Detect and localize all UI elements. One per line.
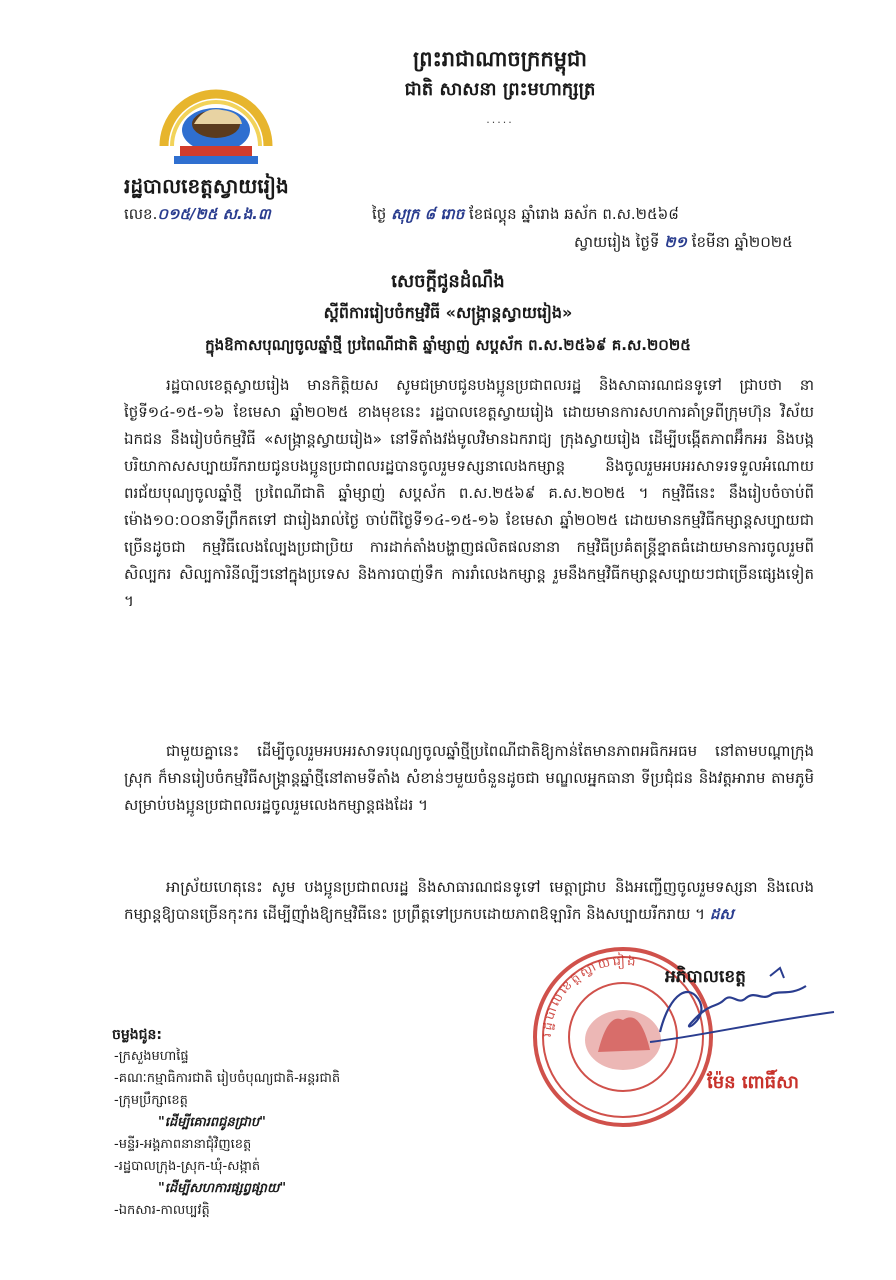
cc-item: -រដ្ឋបាលក្រុង-ស្រុក-ឃុំ-សង្កាត់: [114, 1159, 261, 1174]
lunar-date: [372, 202, 679, 226]
reference-number-value: ០១៥/២៥ ស.ង.៣: [157, 205, 271, 223]
document-occasion: ក្នុងឱកាសបុណ្យចូលឆ្នាំថ្មី ប្រពៃណីជាតិ ឆ្នាំម្សាញ់ សប្តស័ក ព.ស.២៥៦៩ គ.ស.២០២៥: [205, 336, 691, 354]
solar-day-handwritten: ២១: [664, 233, 687, 251]
body-paragraph-3: [124, 874, 814, 928]
signatory-title: អភិបាលខេត្ត: [665, 967, 746, 987]
solar-date: [574, 230, 793, 254]
cc-item: -ក្រសួងមហាផ្ទៃ: [114, 1049, 189, 1064]
cc-item: -មន្ទីរ-អង្គភាពនានាជុំវិញខេត្ត: [114, 1137, 252, 1152]
lunar-date-suffix: ខែផល្គុន ឆ្នាំរោង ឆស័ក ព.ស.២៥៦៨: [469, 205, 679, 223]
cc-item: -ឯកសារ-កាលប្បវត្តិ: [114, 1203, 210, 1218]
cc-note: "ដើម្បីសហការផ្សព្វផ្សាយ": [158, 1181, 287, 1196]
reference-label: លេខ: [124, 205, 153, 223]
cc-item: -គណៈកម្មាធិការជាតិ រៀបចំបុណ្យជាតិ-អន្តរជាតិ: [114, 1071, 341, 1086]
document-subject: ស្តីពីការរៀបចំកម្មវិធី «សង្ក្រាន្តស្វាយរៀង»: [323, 303, 573, 322]
body-paragraph-1: រដ្ឋបាលខេត្តស្វាយរៀង មានកិត្តិយស សូមជម្រាបជូនបងប្អូនប្រជាពលរដ្ឋ និងសាធារណជនទូទៅ ជ្រាបថា នាថ្ងៃទី១៤-១៥-១៦ ខែមេសា ឆ្នាំ២០២៥ ខាងមុខនេះ រដ្ឋបាលខេត្តស្វាយរៀង ដោយមានការសហការគាំទ្រពីក្រុមហ៊ុន វិស័យឯកជន នឹងរៀបចំកម្មវិធី «សង្ក្រាន្តស្វាយរៀង» នៅទីតាំងវង់មូលវិមានឯករាជ្យ ក្រុងស្វាយរៀង ដើម្បីបង្កើតភាពអ៊ឹកអរ និងបង្កបរិយាកាសសប្បាយរីករាយជូនបងប្អូនប្រជាពលរដ្ឋបានចូលរួមទស្សនាលេងកម្សាន្ត និងចូលរួមអបអរសាទរទទួលអំណោយពរជ័យបុណ្យចូលឆ្នាំថ្មី ប្រពៃណីជាតិ ឆ្នាំម្សាញ់ សប្តស័ក ព.ស.២៥៦៩ គ.ស.២០២៥ ។ កម្មវិធីនេះ នឹងរៀបចំចាប់ពីម៉ោង១០:០០នាទីព្រឹកតទៅ ជារៀងរាល់ថ្ងៃ ចាប់ពីថ្ងៃទី១៤-១៥-១៦ ខែមេសា ឆ្នាំ២០២៥ ដោយមានកម្មវិធីកម្សាន្តសប្បាយជាច្រើនដូចជា កម្មវិធីលេងល្បែងប្រជាប្រិយ ការដាក់តាំងបង្ហាញផលិតផលនានា កម្មវិធីប្រគំតន្ត្រីខ្នាតធំដោយមានការចូលរួមពីសិល្បករ សិល្បការិនីល្បីៗនៅក្នុងប្រទេស និងការបាញ់ទឹក ការរាំលេងកម្សាន្ត រួមនឹងកម្មវិធីកម្សាន្តសប្បាយៗជាច្រើនផ្សេងទៀត ។: [124, 376, 814, 610]
reference-number: លេខ.០១៥/២៥ ស.ង.៣: [124, 205, 271, 223]
handwritten-signature-icon: [620, 962, 840, 1062]
lunar-date-handwritten: សុក្រ ៨ រោច: [391, 205, 465, 223]
paragraph-3-text: អាស្រ័យហេតុនេះ សូម បងប្អូនប្រជាពលរដ្ឋ និងសាធារណជនទូទៅ មេត្តាជ្រាប និងអញ្ជើញចូលរួមទស្សនា និងលេងកម្សាន្តឱ្យបានច្រើនកុះករ ដើម្បីញ៉ាំងឱ្យកម្មវិធីនេះ ប្រព្រឹត្តទៅប្រកបដោយភាពឱឡារិក និងសប្បាយរីករាយ ។: [124, 878, 814, 923]
solar-date-prefix: ស្វាយរៀង ថ្ងៃទី: [574, 233, 660, 251]
cc-item: -ក្រុមប្រឹក្សាខេត្ត: [114, 1093, 188, 1108]
document-title: សេចក្តីជូនដំណឹង: [391, 271, 505, 292]
cc-title: ចម្លងជូន:: [112, 1027, 163, 1043]
province-admin-title: រដ្ឋបាលខេត្តស្វាយរៀង: [124, 174, 289, 198]
seal-text: រដ្ឋបាលខេត្តស្វាយរៀង: [539, 953, 639, 1038]
solar-date-suffix: ខែមីនា ឆ្នាំ២០២៥: [691, 233, 793, 251]
lunar-date-prefix: ថ្ងៃ: [372, 205, 387, 223]
body-paragraph-2: ជាមួយគ្នានេះ ដើម្បីចូលរួមអបអរសាទរបុណ្យចូលឆ្នាំថ្មីប្រពៃណីជាតិឱ្យកាន់តែមានភាពអធិកអធម នៅតាមបណ្តាក្រុង ស្រុក ក៏មានរៀបចំកម្មវិធីសង្ក្រាន្តឆ្នាំថ្មីនៅតាមទីតាំង សំខាន់ៗមួយចំនួនដូចជា មណ្ឌលអ្នកធានា ទីប្រជុំជន និងវត្តអារាម តាមភូមិ សម្រាប់បងប្អូនប្រជាពលរដ្ឋចូលរួមលេងកម្សាន្តផងដែរ ។: [124, 742, 814, 814]
ornament-divider: ·····: [486, 116, 514, 129]
ministry-emblem-icon: [150, 62, 282, 174]
signatory-name: ម៉ែន ពោធិ៍សា: [707, 1072, 799, 1093]
handwritten-initials: ដស: [709, 905, 734, 923]
cc-list: [114, 1046, 340, 1222]
national-motto: ជាតិ សាសនា ព្រះមហាក្សត្រ: [404, 79, 596, 100]
cc-note: "ដើម្បីគោរពជូនជ្រាប": [158, 1115, 266, 1130]
kingdom-header: ព្រះរាជាណាចក្រកម្ពុជា: [412, 47, 587, 71]
